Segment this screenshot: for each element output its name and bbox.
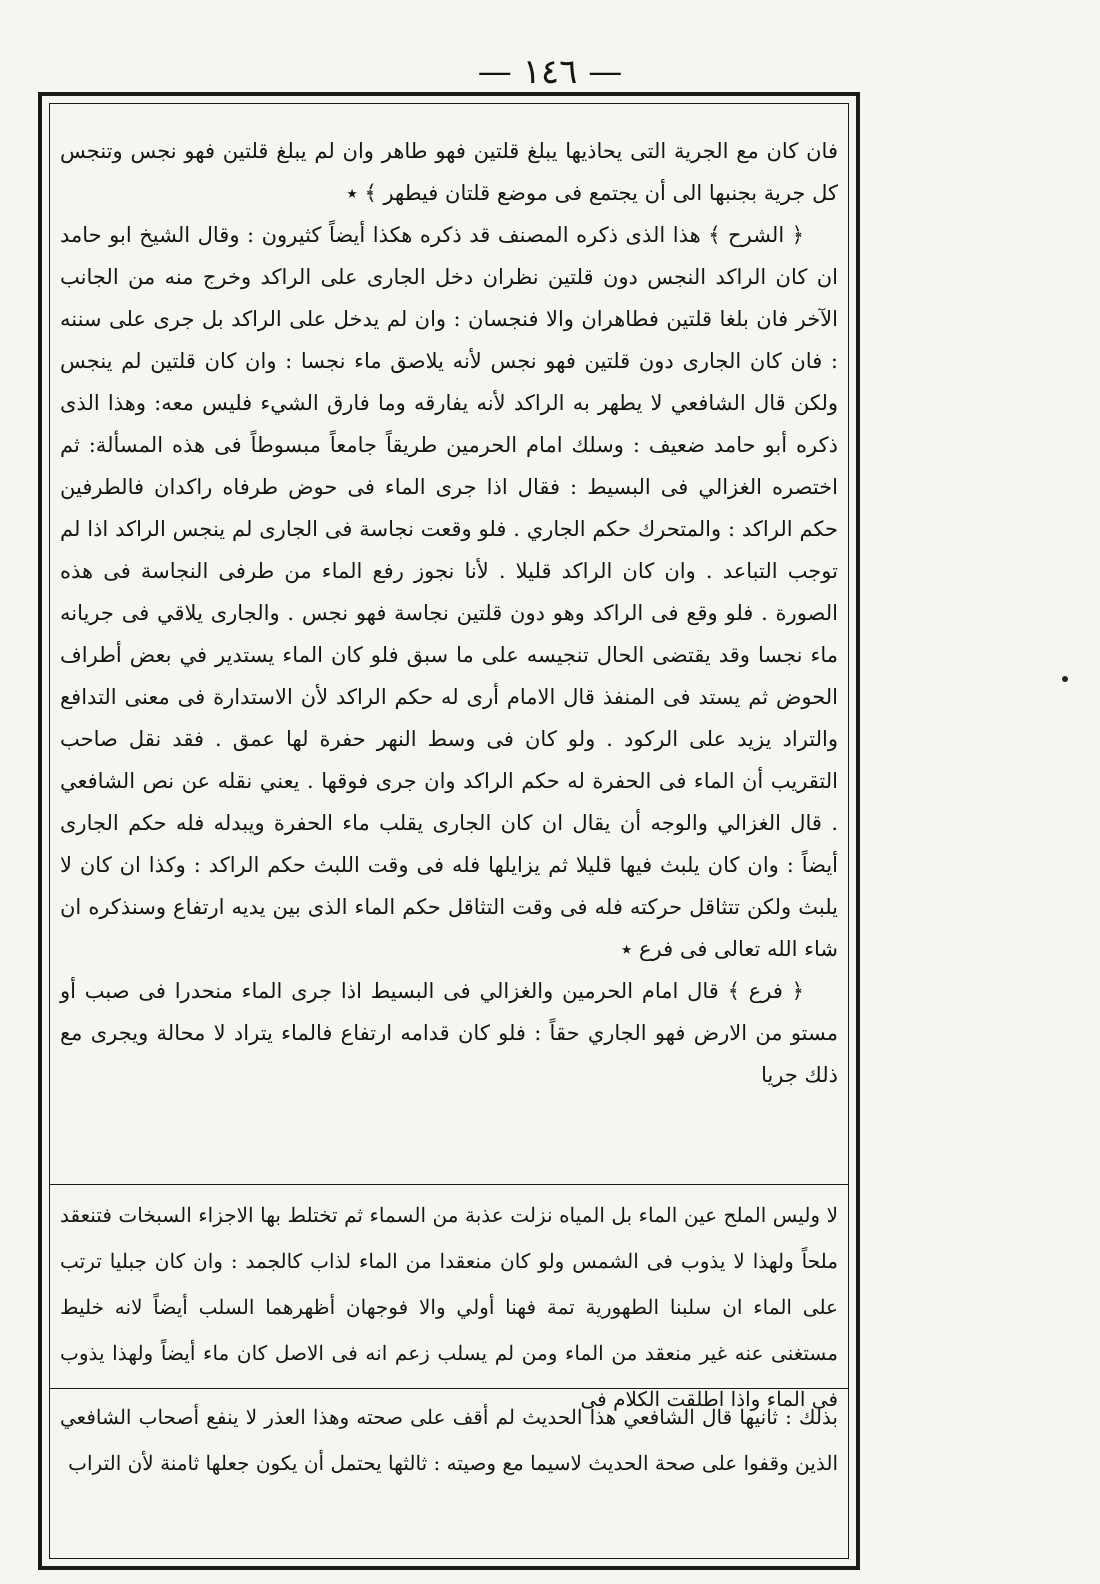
footnote-section-2 [60,1394,838,1494]
footnote-section-1 [60,1192,838,1411]
footnote-2-text: بذلك : ثانيها قال الشافعي هذا الحديث لم أقف على صحته وهذا العذر لا ينفع أصحاب الشافعي الذين وقفوا على صحة الحديث لاسيما مع وصيته : ثالثها يحتمل أن يكون جعلها ثامنة لأن التراب [60,1405,838,1475]
main-text [60,130,838,1172]
text-paragraph-1: فان كان مع الجرية التى يحاذيها يبلغ قلتين فهو طاهر وان لم يبلغ قلتين فهو نجس وتنجس كل جرية بجنبها الى أن يجتمع فى موضع قلتان فيطهر ﴾ ٭ [60,139,838,205]
text-paragraph-3: ﴿ فرع ﴾ قال امام الحرمين والغزالي فى البسيط اذا جرى الماء منحدرا فى صبب أو مستو من الارض فهو الجاري حقاً : فلو كان قدامه ارتفاع فالماء يتراد لا محالة ويجرى مع ذلك جريا [60,979,838,1087]
inner-border [49,103,849,1559]
margin-dot [1062,676,1068,682]
separator-rule-2 [50,1388,848,1389]
page-number: — ١٤٦ — [477,52,623,92]
page-frame [38,92,860,1570]
separator-rule [50,1184,848,1185]
text-paragraph-2: ﴿ الشرح ﴾ هذا الذى ذكره المصنف قد ذكره هكذا أيضاً كثيرون : وقال الشيخ ابو حامد ان كان الراكد النجس دون قلتين نظران دخل الجارى على الراكد وخرج منه من الجانب الآخر فان بلغا قلتين فطاهران والا فنجسان : وان لم يدخل على الراكد بل جرى على سننه : فان كان الجارى دون قلتين فهو نجس لأنه يلاصق ماء نجسا : وان كان قلتين لم ينجس ولكن قال الشافعي لا يطهر به الراكد لأنه يفارقه وما فارق الشيء فليس معه: وهذا الذى ذكره أبو حامد ضعيف : وسلك امام الحرمين طريقاً جامعاً مبسوطاً فى هذه المسألة: ثم اختصره الغزالي فى البسيط : فقال اذا جرى الماء فى حوض طرفاه راكدان فالطرفين حكم الراكد : والمتحرك حكم الجاري . فلو وقعت نجاسة فى الجارى لم ينجس الراكد اذا لم توجب التباعد . وان كان الراكد قليلا . لأنا نجوز رفع الماء من طرفى النجاسة فى هذه الصورة . فلو وقع فى الراكد وهو دون قلتين نجاسة فهو نجس . والجارى يلاقي فى جريانه ماء نجسا وقد يقتضى الحال تنجيسه على ما سبق فلو كان الماء يستدير في بعض أطراف الحوض ثم يستد فى المنفذ قال الامام أرى له حكم الراكد لأن الاستدارة فى معنى التدافع والتراد يزيد على الركود . ولو كان فى وسط النهر حفرة لها عمق . فقد نقل صاحب التقريب أن الماء فى الحفرة له حكم الراكد وان جرى فوقها . يعني نقله عن نص الشافعي . قال الغزالي والوجه أن يقال ان كان الجارى يقلب ماء الحفرة ويبدله فله حكم الجارى أيضاً : وان كان يلبث فيها قليلا ثم يزايلها فله فى وقت اللبث حكم الراكد : وكذا ان كان لا يلبث ولكن تتثاقل حركته فله فى وقت التثاقل حكم الماء الذى بين يديه ارتفاع وسنذكره ان شاء الله تعالى فى فرع ٭ [60,223,838,961]
footnote-1-text: لا وليس الملح عين الماء بل المياه نزلت عذبة من السماء ثم تختلط بها الاجزاء السبخات فتنعقد ملحاً ولهذا لا يذوب فى الشمس ولو كان منعقدا من الماء لذاب كالجمد : وان كان جبليا ترتب على الماء ان سلبنا الطهورية تمة فهنا أولي والا فوجهان أظهرهما السلب أيضاً لانه خليط مستغنى عنه غير منعقد من الماء ومن لم يسلب زعم انه فى الاصل كان ماء أيضاً ولهذا يذوب فى الماء واذا اطلقت الكلام فى [60,1203,838,1411]
